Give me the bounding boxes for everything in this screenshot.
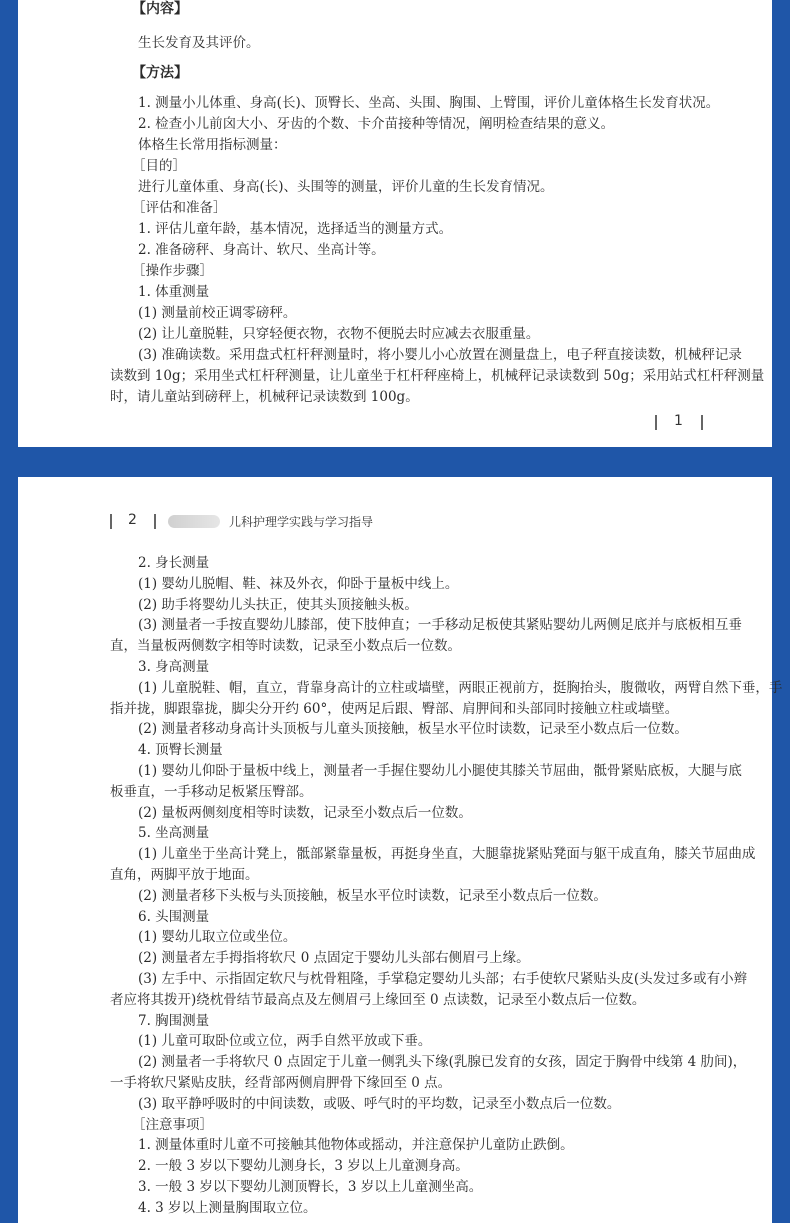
text-line: 一手将软尺紧贴皮肤，经背部两侧肩胛骨下缘回至 0 点。	[110, 1075, 452, 1091]
document-page-2	[18, 477, 783, 1223]
subsection-heading: 5. 坐高测量	[138, 825, 210, 842]
text-line: (1) 婴幼儿仰卧于量板中线上，测量者一手握住婴幼儿小腿使其膝关节屈曲，骶骨紧贴底板，大腿与底	[138, 763, 742, 779]
heading-content: 【内容】	[132, 1, 188, 17]
text-line: (3) 测量者一手按直婴幼儿膝部，使下肢伸直；一手移动足板使其紧贴婴幼儿两侧足底并与底板相互垂	[138, 617, 742, 634]
assess-item-1: 1. 评估儿童年龄，基本情况，选择适当的测量方式。	[138, 221, 453, 237]
subsection-heading: 3. 身高测量	[138, 659, 210, 675]
page-number-bar-right	[154, 514, 156, 529]
text-line: (1) 儿童坐于坐高计凳上，骶部紧靠量板，再挺身坐直，大腿靠拢紧贴凳面与躯干成直角，膝关节屈曲成	[138, 846, 756, 863]
text-line: 者应将其拨开)绕枕骨结节最高点及左侧眉弓上缘回至 0 点读数，记录至小数点后一位数。	[110, 991, 646, 1008]
step-1-3-c: 时，请儿童站到磅秤上，机械秤记录读数到 100g。	[110, 389, 419, 405]
step-1-3-b: 读数到 10g；采用坐式杠杆秤测量，让儿童坐于杠杆秤座椅上，机械秤记录读数到 50g；采用站式杠杆秤测量	[110, 368, 765, 384]
text-line: (2) 测量者移下头板与头顶接触，板呈水平位时读数，记录至小数点后一位数。	[138, 887, 607, 904]
text-line: (2) 测量者一手将软尺 0 点固定于儿童一侧乳头下缘(乳腺已发育的女孩，固定于胸骨中线第 4 肋间)，	[138, 1054, 747, 1071]
header-decoration	[168, 515, 220, 528]
text-line: (3) 左手中、示指固定软尺与枕骨粗隆，手掌稳定婴幼儿头部；右手使软尺紧贴头皮(头发过多或有小辫	[138, 971, 748, 987]
step-1-3-a: (3) 准确读数。采用盘式杠杆秤测量时，将小婴儿小心放置在测量盘上，电子秤直接读数，机械秤记录	[138, 347, 742, 363]
section-heading: ［注意事项］	[132, 1116, 213, 1133]
subsection-heading: 2. 身长测量	[138, 555, 210, 571]
text-line: 指并拢，脚跟靠拢，脚尖分开约 60°，使两足后跟、臀部、肩胛间和头部同时接触立柱或墙壁。	[110, 700, 679, 717]
step-1-1: (1) 测量前校正调零磅秤。	[138, 305, 297, 321]
text-line: 2. 一般 3 岁以下婴幼儿测身长，3 岁以上儿童测身高。	[138, 1158, 469, 1175]
assess-item-2: 2. 准备磅秤、身高计、软尺、坐高计等。	[138, 242, 385, 258]
document-page-1	[18, 0, 772, 447]
heading-purpose: ［目的］	[132, 158, 186, 174]
text-line: 3. 一般 3 岁以下婴幼儿测顶臀长，3 岁以上儿童测坐高。	[138, 1179, 483, 1195]
text-line: (3) 取平静呼吸时的中间读数，或吸、呼气时的平均数，记录至小数点后一位数。	[138, 1095, 621, 1112]
text-line: 板垂直，一手移动足板紧压臀部。	[110, 783, 313, 800]
step-1-2: (2) 让儿童脱鞋，只穿轻便衣物，衣物不便脱去时应减去衣服重量。	[138, 326, 540, 342]
purpose-text: 进行儿童体重、身高(长)、头围等的测量，评价儿童的生长发育情况。	[138, 179, 554, 195]
text-line: 直角，两脚平放于地面。	[110, 867, 259, 883]
page-number: 2	[128, 512, 137, 528]
content-text: 生长发育及其评价。	[138, 35, 260, 51]
page-number-bar-right	[701, 415, 703, 430]
subsection-heading: 7. 胸围测量	[138, 1012, 210, 1029]
step-1: 1. 体重测量	[138, 284, 210, 300]
text-line: 直，当量板两侧数字相等时读数，记录至小数点后一位数。	[110, 638, 461, 655]
heading-method: 【方法】	[132, 65, 188, 81]
text-line: (2) 量板两侧刻度相等时读数，记录至小数点后一位数。	[138, 804, 472, 821]
text-line: (1) 儿童可取卧位或立位，两手自然平放或下垂。	[138, 1033, 432, 1050]
subsection-heading: 6. 头围测量	[138, 908, 210, 925]
text-line: (1) 婴幼儿取立位或坐位。	[138, 929, 297, 946]
text-line: 1. 测量体重时儿童不可接触其他物体或摇动，并注意保护儿童防止跌倒。	[138, 1137, 574, 1154]
subsection-heading: 4. 顶臀长测量	[138, 742, 223, 759]
running-title: 儿科护理学实践与学习指导	[229, 515, 374, 529]
method-item-2: 2. 检查小儿前囟大小、牙齿的个数、卡介苗接种等情况，阐明检查结果的意义。	[138, 116, 615, 132]
text-line: (1) 婴幼儿脱帽、鞋、袜及外衣，仰卧于量板中线上。	[138, 575, 459, 592]
page-number-bar-left	[655, 415, 657, 430]
page-number-bar-left	[110, 514, 112, 529]
page-number: 1	[674, 413, 683, 429]
text-line: (2) 测量者左手拇指将软尺 0 点固定于婴幼儿头部右侧眉弓上缘。	[138, 950, 530, 967]
subtitle: 体格生长常用指标测量：	[138, 137, 287, 153]
text-line: (1) 儿童脱鞋、帽，直立，背靠身高计的立柱或墙壁，两眼正视前方，挺胸抬头，腹微收，两臂自然下垂，手	[138, 679, 783, 696]
text-line: (2) 助手将婴幼儿头扶正，使其头顶接触头板。	[138, 596, 418, 613]
method-item-1: 1. 测量小儿体重、身高(长)、顶臀长、坐高、头围、胸围、上臂围，评价儿童体格生长发育状况。	[138, 95, 720, 111]
text-line: (2) 测量者移动身高计头顶板与儿童头顶接触，板呈水平位时读数，记录至小数点后一位数。	[138, 721, 688, 738]
heading-assess: ［评估和准备］	[132, 200, 227, 216]
text-line: 4. 3 岁以上测量胸围取立位。	[138, 1199, 317, 1216]
heading-steps: ［操作步骤］	[132, 263, 213, 279]
